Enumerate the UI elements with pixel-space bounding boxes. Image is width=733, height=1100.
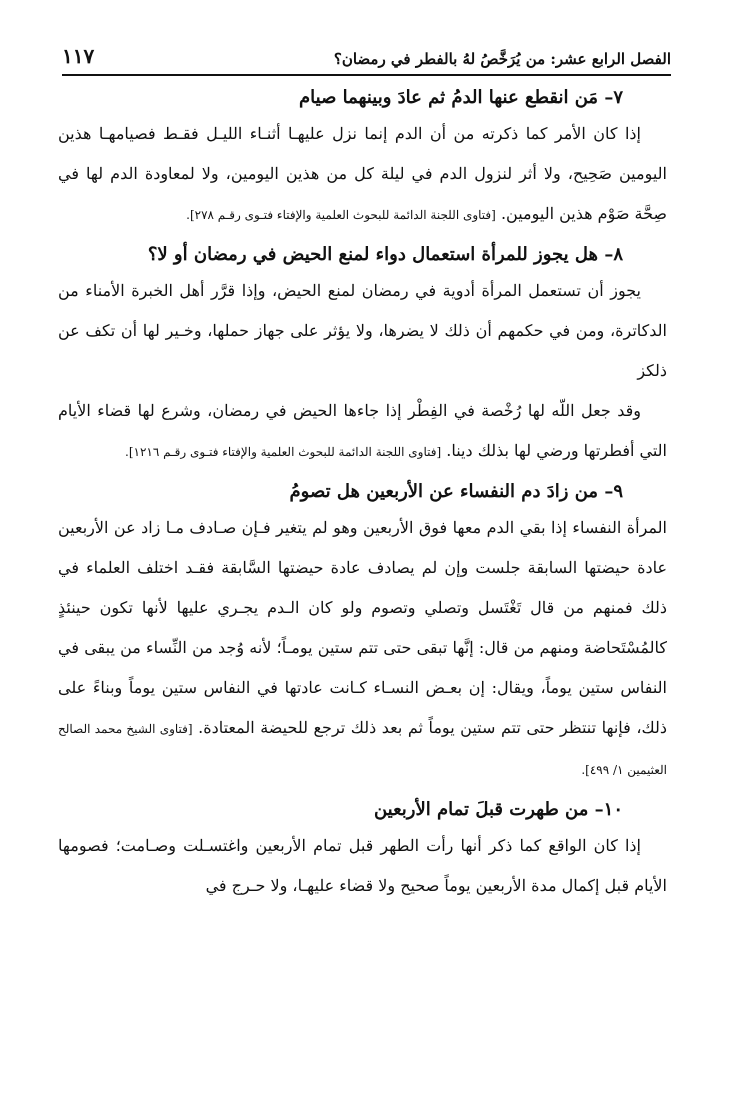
paragraph-text: يجوز أن تستعمل المرأة أدوية في رمضان لمنع الحيض، وإذا قرَّر أهل الخبرة الأمناء من الدكاترة، ومن في حكمهم أن ذلك لا يضرها، ولا يؤثر على جهاز حملها، وخـير لها أن تكف عن ذلكز <box>58 281 667 380</box>
paragraph-text: إذا كان الواقع كما ذكر أنها رأت الطهر قبل تمام الأربعين واغتسـلت وصـامت؛ فصومها الأيام قبل إكمال مدة الأربعين يوماً صحيح ولا قضاء عليهـا، ولا حـرج في <box>58 836 667 895</box>
fatwa-reference: [فتاوى اللجنة الدائمة للبحوث العلمية والإفتاء فتـوى رقـم ٢٧٨]. <box>186 208 496 222</box>
section-heading: ٨– هل يجوز للمرأة استعمال دواء لمنع الحيض في رمضان أو لا؟ <box>147 244 623 265</box>
fatwa-reference: [فتاوى اللجنة الدائمة للبحوث العلمية والإفتاء فتـوى رقـم ١٢١٦]. <box>125 445 442 459</box>
running-title: الفصل الرابع عشر: من يُرَخَّصُ لهُ بالفطر في رمضان؟ <box>333 50 671 68</box>
paragraph <box>58 114 667 235</box>
page-number: ١١٧ <box>62 44 95 68</box>
paragraph-text: المرأة النفساء إذا بقي الدم معها فوق الأربعين وهو لم يتغير فـإن صـادف مـا زاد عن الأربعين عادة حيضتها السابقة جلست وإن لم يصادف عادة حيضتها السَّابقة فقـد اختلف العلماء في ذلك فمنهم من قال تَغْتَسل وتصلي وتصوم ولو كان الـدم يجـري عليها لأنها تكون حينئذٍ كالمُسْتَحاضة ومنهم من قال: إنَّها تبقى حتى تتم ستين يومـاً؛ لأنه وُجد من النِّساء من يبقى في النفاس ستين يوماً، ويقال: إن بعـض النسـاء كـانت عادتها في النفاس ستين يوماً وبناءً على ذلك، فإنها تنتظر حتى تتم ستين يوماً ثم بعد ذلك ترجع للحيضة المعتادة. <box>58 518 668 737</box>
paragraph <box>58 271 667 391</box>
paragraph <box>58 391 667 472</box>
page-body <box>58 82 667 910</box>
section-9 <box>58 476 667 790</box>
paragraph-text: إذا كان الأمر كما ذكرته من أن الدم إنما نزل عليهـا أثنـاء الليـل فقـط فصيامهـا هذين اليومين صَحِيح، ولا أثر لنزول الدم في ليلة كل من هذين اليومين، ولا لمعاودة الدم لها في صِحَّة صَوْم هذين اليومين. <box>58 124 667 223</box>
paragraph <box>58 508 667 790</box>
section-10 <box>58 794 667 906</box>
section-heading: ٩– من زادَ دم النفساء عن الأربعين هل تصومُ <box>289 481 623 502</box>
section-heading: ١٠– من طهرت قبلَ تمام الأربعين <box>373 799 623 820</box>
paragraph-text: وقد جعل اللّه لها رُخْصة في الفِطْر إذا جاءها الحيض في رمضان، وشرع لها قضاء الأيام التي أفطرتها ورضي لها بذلك دينا. <box>58 401 667 460</box>
section-8 <box>58 239 667 472</box>
section-heading: ٧– مَن انقطع عنها الدمُ ثم عادَ وبينهما صيام <box>299 87 623 108</box>
section-7 <box>58 82 667 235</box>
paragraph <box>58 826 667 906</box>
page-header <box>62 38 671 76</box>
fatwa-reference: [فتاوى الشيخ محمد الصالح العثيمين ١/ ٤٩٩]. <box>58 722 667 777</box>
